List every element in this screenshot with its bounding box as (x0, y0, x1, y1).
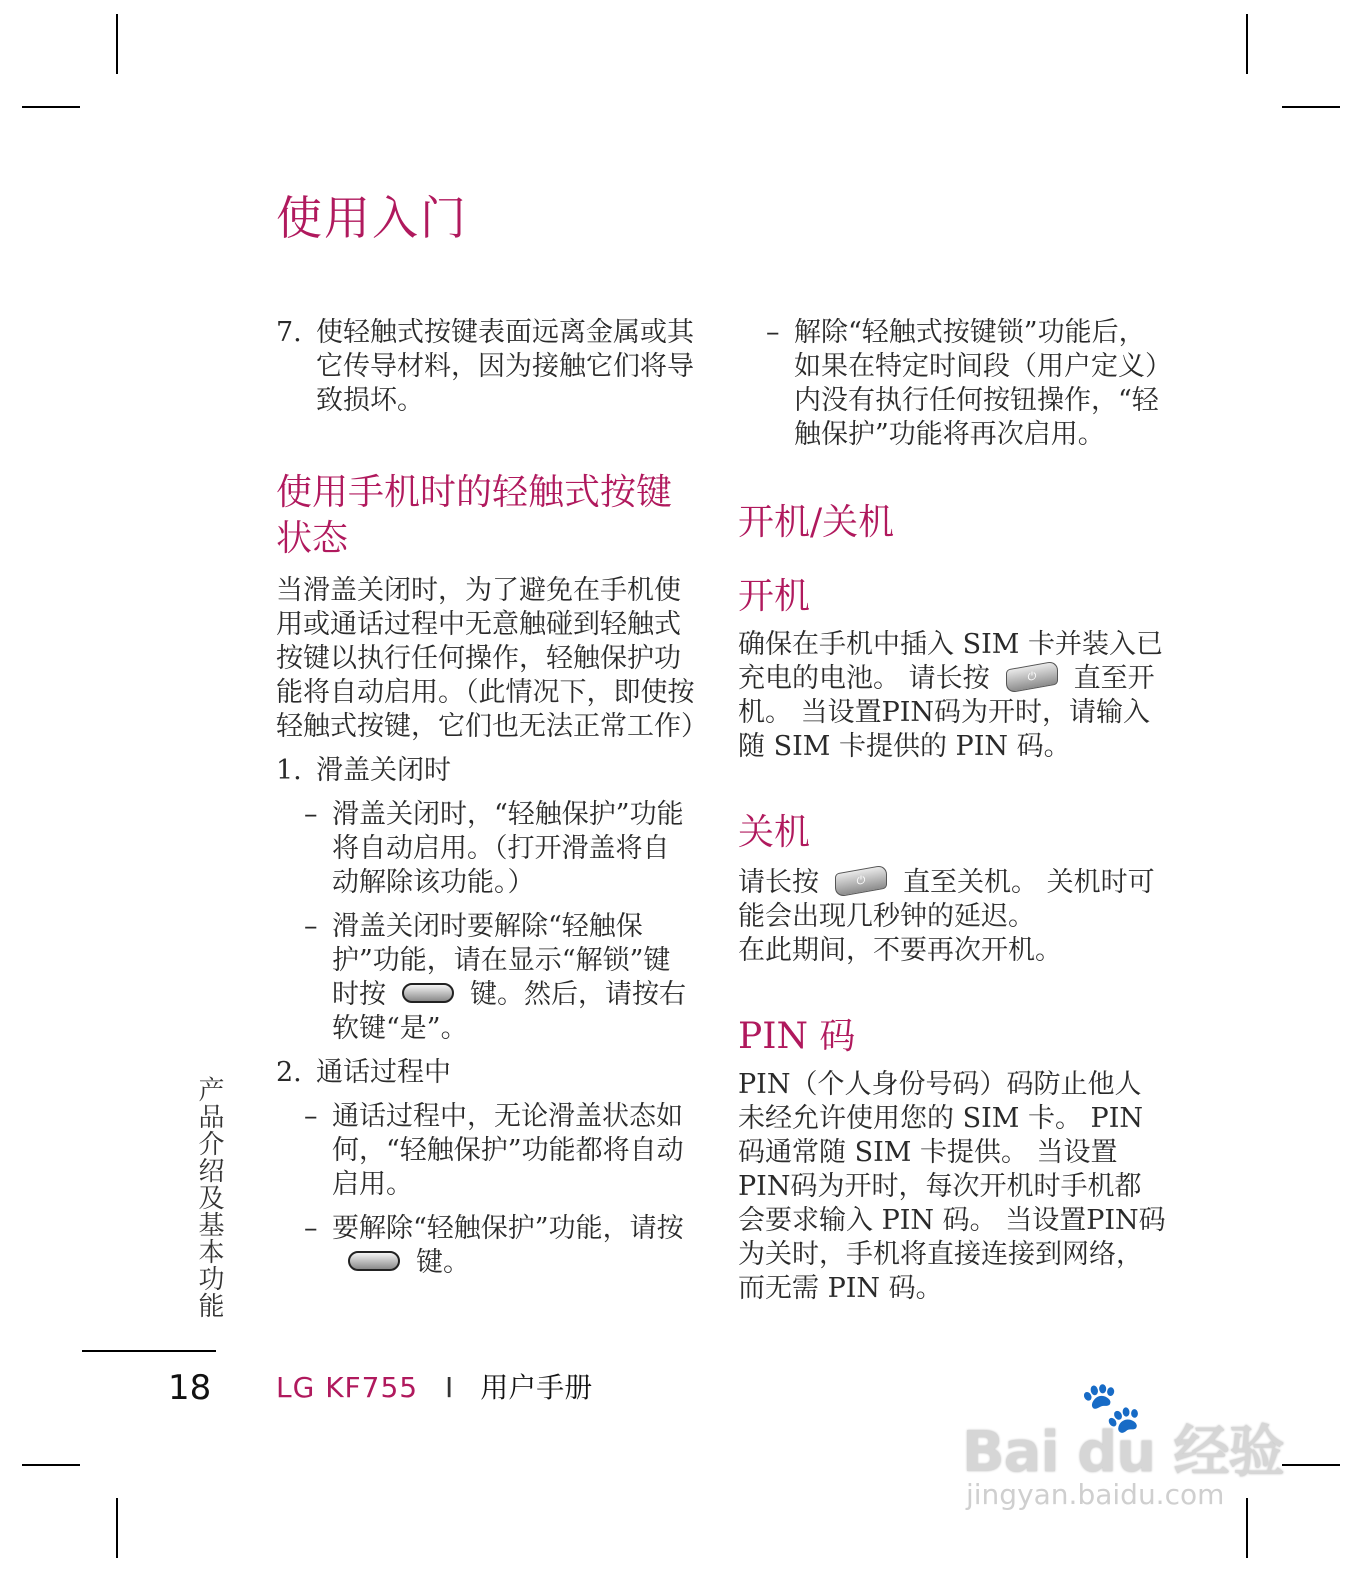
bullet-item: – 要解除“轻触保护”功能，请按键。 (304, 1213, 684, 1278)
crop-mark (1246, 14, 1248, 74)
bullet-text: 滑盖关闭时，“轻触保护”功能将自动启用。（打开滑盖将自动解除该功能。） (332, 799, 684, 898)
bullet-text: 键。然后，请按右软键“是”。 (332, 979, 686, 1044)
bullet-text: 要解除“轻触保护”功能，请按 (332, 1213, 684, 1244)
divider (82, 1350, 216, 1352)
bullet-item: – 解除“轻触式按键锁”功能后，如果在特定时间段（用户定义）内没有执行任何按钮操作，“轻触保护”功能将再次启用。 (766, 317, 1159, 450)
bullet-text: 解除“轻触式按键锁”功能后，如果在特定时间段（用户定义）内没有执行任何按钮操作，“轻触保护”功能将再次启用。 (794, 317, 1159, 450)
crop-mark (22, 1464, 80, 1466)
section-title-power-on: 开机 (738, 576, 811, 617)
list-item (276, 1056, 696, 1090)
right-column (738, 316, 1168, 1306)
list-item (276, 754, 696, 788)
end-call-key-icon: ⏻ (1006, 660, 1058, 693)
section-title-power-off: 关机 (738, 812, 811, 853)
pin-text: PIN（个人身份号码）码防止他人未经允许使用您的 SIM 卡。 PIN 码通常随 SIM 卡提供。 当设置PIN码为开时，每次开机时手机都会要求输入 PIN 码。 当设置PIN码为关时，手机将直接连接到网络，而无需 PIN 码。 (738, 1069, 1166, 1304)
bullet-text: 滑盖关闭时要解除“轻触保护”功能，请在显示“解锁”键时按 (332, 911, 671, 1010)
crop-mark (1282, 1464, 1340, 1466)
sidebar-label: 产品介绍及基本功能 (194, 1076, 224, 1319)
watermark-url: jingyan.baidu.com (966, 1478, 1225, 1511)
bullet-item: – 通话过程中，无论滑盖状态如何，“轻触保护”功能都将自动启用。 (304, 1101, 684, 1200)
baidu-watermark (962, 1378, 1282, 1518)
item-number: 7. (276, 317, 302, 348)
bullet-item: – 滑盖关闭时要解除“轻触保护”功能，请在显示“解锁”键时按 键。然后，请按右软键“是”。 (304, 911, 686, 1044)
footer-separator: I (445, 1371, 454, 1404)
section-intro: 当滑盖关闭时，为了避免在手机使用或通话过程中无意触碰到轻触式按键以执行任何操作，轻触保护功能将自动启用。（此情况下，即使按轻触式按键，它们也无法正常工作） (276, 575, 708, 742)
end-call-key-icon: ⏻ (835, 864, 887, 897)
item-title: 滑盖关闭时 (316, 755, 451, 786)
power-off-note: 在此期间，不要再次开机。 (738, 935, 1062, 966)
bullet-text: 通话过程中，无论滑盖状态如何，“轻触保护”功能都将自动启用。 (332, 1101, 684, 1200)
section-title-power: 开机/关机 (738, 502, 895, 543)
bullet-item: – 滑盖关闭时，“轻触保护”功能将自动启用。（打开滑盖将自动解除该功能。） (304, 799, 684, 898)
rounded-pill-key-icon (348, 1251, 400, 1271)
section-title-pin: PIN 码 (738, 1016, 856, 1057)
section-title: 使用手机时的轻触式按键状态 (276, 472, 673, 559)
footer-brand: LG KF755 (276, 1371, 419, 1404)
crop-mark (1282, 106, 1340, 108)
crop-mark (22, 106, 80, 108)
bullet-text: 键。 (416, 1247, 470, 1278)
footer-manual: 用户手册 (480, 1371, 593, 1404)
item-number: 1. (276, 755, 302, 786)
watermark-brand: Bai du 经验 (962, 1420, 1284, 1485)
power-off-text: 请长按 ⏻ 直至关机。 关机时可能会出现几秒钟的延迟。 (738, 866, 1168, 934)
paw-icon: 🐾 (1080, 1378, 1143, 1436)
chapter-title: 使用入门 (276, 191, 468, 245)
power-on-text: 确保在手机中插入 SIM 卡并装入已充电的电池。 请长按 ⏻ 直至开机。 当设置PIN码为开时，请输入随 SIM 卡提供的 PIN 码。 (738, 629, 1163, 762)
crop-mark (116, 1498, 118, 1558)
item-text: 使轻触式按键表面远离金属或其它传导材料，因为接触它们将导致损坏。 (316, 317, 694, 416)
rounded-pill-key-icon (402, 983, 454, 1003)
crop-mark (116, 14, 118, 74)
item-number: 2. (276, 1057, 302, 1088)
footer (276, 1366, 592, 1406)
page-number: 18 (168, 1368, 212, 1408)
left-column (276, 316, 708, 1280)
list-item (276, 316, 696, 418)
item-title: 通话过程中 (316, 1057, 451, 1088)
